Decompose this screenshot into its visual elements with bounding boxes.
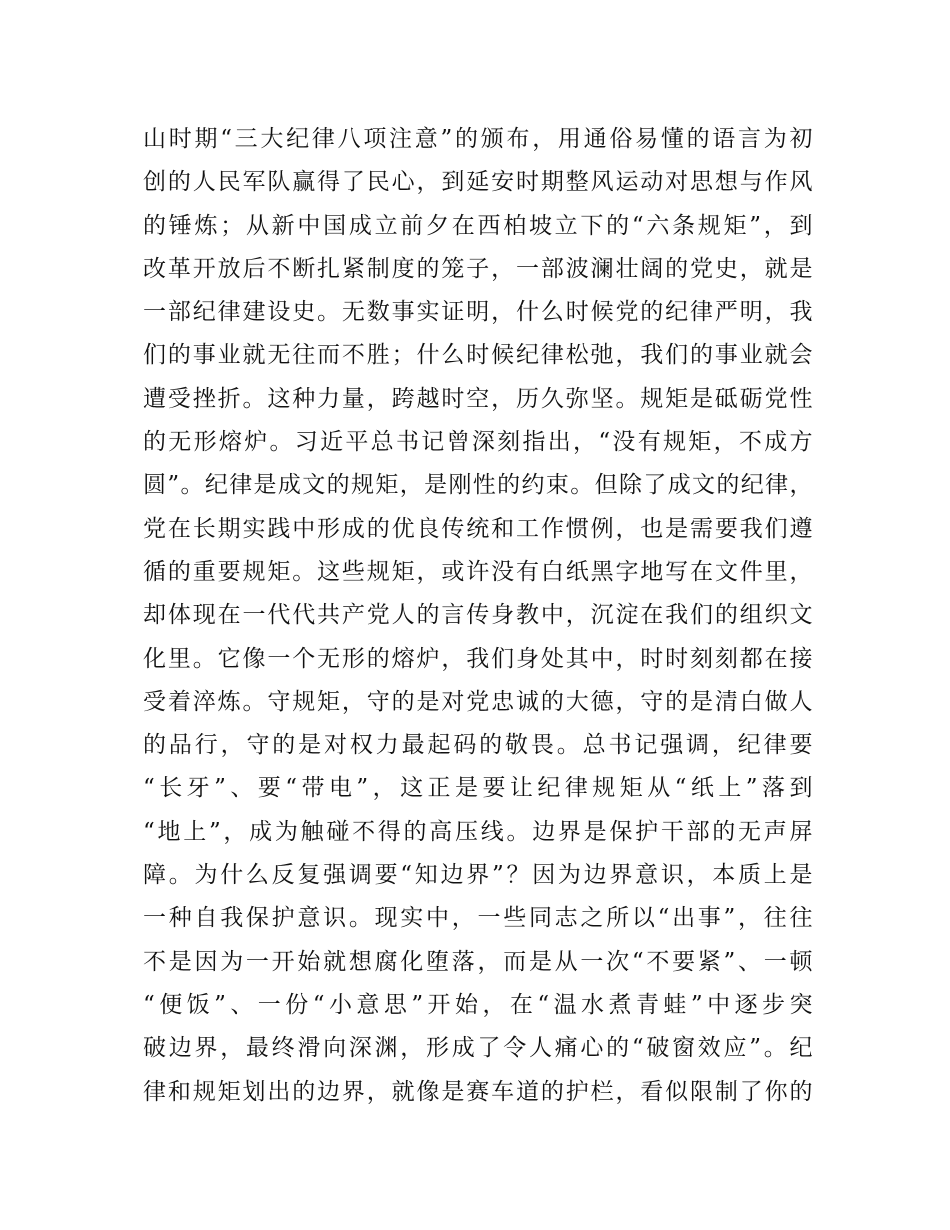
text-line: 化里。它像一个无形的熔炉，我们身处其中，时时刻刻都在接: [143, 645, 813, 672]
text-line: 破边界，最终滑向深渊，形成了令人痛心的“破窗效应”。纪: [143, 1035, 813, 1062]
body-text: [143, 118, 813, 1114]
text-line: 律和规矩划出的边界，就像是赛车道的护栏，看似限制了你的: [143, 1078, 813, 1105]
text-line: 的品行，守的是对权力最起码的敬畏。总书记强调，纪律要: [143, 732, 813, 759]
text-line: 一种自我保护意识。现实中，一些同志之所以“出事”，往往: [143, 905, 813, 932]
text-line: 改革开放后不断扎紧制度的笼子，一部波澜壮阔的党史，就是: [143, 255, 813, 282]
text-line: 障。为什么反复强调要“知边界”？因为边界意识，本质上是: [143, 862, 813, 889]
text-line: 却体现在一代代共产党人的言传身教中，沉淀在我们的组织文: [143, 602, 813, 629]
text-line: 党在长期实践中形成的优良传统和工作惯例，也是需要我们遵: [143, 515, 813, 542]
text-line: 的锤炼；从新中国成立前夕在西柏坡立下的“六条规矩”，到: [143, 212, 813, 239]
text-line: 遭受挫折。这种力量，跨越时空，历久弥坚。规矩是砥砺党性: [143, 385, 813, 412]
text-line: 循的重要规矩。这些规矩，或许没有白纸黑字地写在文件里，: [143, 558, 813, 585]
text-line: 们的事业就无往而不胜；什么时候纪律松弛，我们的事业就会: [143, 342, 813, 369]
text-line: 山时期“三大纪律八项注意”的颁布，用通俗易懂的语言为初: [143, 126, 813, 152]
text-line: 圆”。纪律是成文的规矩，是刚性的约束。但除了成文的纪律，: [143, 472, 813, 499]
text-line: 的无形熔炉。习近平总书记曾深刻指出，“没有规矩，不成方: [143, 429, 813, 456]
text-line: 受着淬炼。守规矩，守的是对党忠诚的大德，守的是清白做人: [143, 688, 813, 715]
text-line: 一部纪律建设史。无数事实证明，什么时候党的纪律严明，我: [143, 299, 813, 326]
text-line: 创的人民军队赢得了民心，到延安时期整风运动对思想与作风: [143, 169, 813, 196]
text-line: 不是因为一开始就想腐化堕落，而是从一次“不要紧”、一顿: [143, 948, 813, 975]
text-line: “便饭”、一份“小意思”开始，在“温水煮青蛙”中逐步突: [143, 991, 813, 1018]
text-line: “地上”，成为触碰不得的高压线。边界是保护干部的无声屏: [143, 818, 813, 845]
text-line: “长牙”、要“带电”，这正是要让纪律规矩从“纸上”落到: [143, 775, 813, 802]
